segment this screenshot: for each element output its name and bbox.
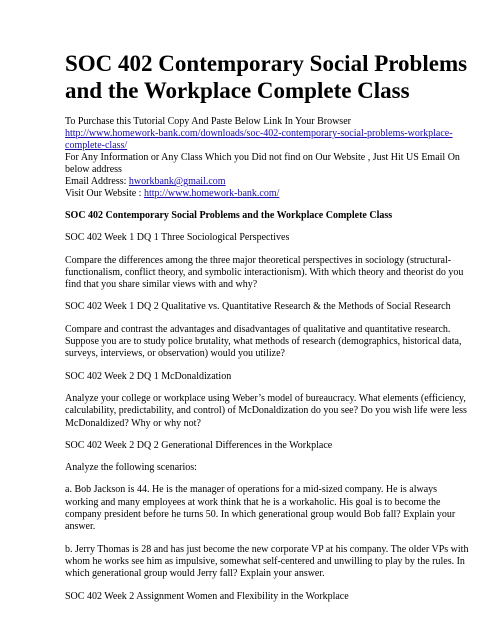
section-paragraph: SOC 402 Week 1 DQ 2 Qualitative vs. Quantitative Research & the Methods of Social Research (65, 301, 451, 313)
purchase-info (65, 116, 465, 200)
website-line (65, 188, 465, 200)
section-paragraph: Compare the differences among the three major theoretical perspectives in sociology (structural-functionalism, conflict theory, and symbolic interactionism). With which theory and theorist do you find that you share similar views with and why? (65, 254, 464, 291)
section-paragraph: b. Jerry Thomas is 28 and has just become the new corporate VP at his company. The older VPs with whom he works see him as impulsive, somewhat self-centered and unwilling to play by the rules. In which generational group would Jerry fall? Explain your answer. (65, 543, 469, 580)
purchase-instruction: To Purchase this Tutorial Copy And Paste Below Link In Your Browser (65, 116, 351, 127)
document-title: SOC 402 Contemporary Social Problems and the Workplace Complete Class (65, 51, 468, 103)
email-line (65, 176, 465, 188)
section-paragraph: Analyze the following scenarios: (65, 462, 197, 474)
section-paragraph: SOC 402 Week 1 DQ 1 Three Sociological Perspectives (65, 232, 290, 244)
email-link[interactable]: hworkbank@gmail.com (128, 176, 226, 187)
section-heading: SOC 402 Contemporary Social Problems and the Workplace Complete Class (65, 210, 393, 221)
section-paragraph: Analyze your college or workplace using Weber’s model of bureaucracy. What elements (efficiency, calculability, predictability, and control) of McDonaldization do you see? Do you wish life were less McDonaldized? Why or why not? (65, 392, 467, 429)
section-paragraph: a. Bob Jackson is 44. He is the manager of operations for a mid-sized company. He is always working and many employees at work think that he is a workaholic. His goal is to become the company president before he turns 50. In which generational group would Bob fall? Explain your answer. (65, 484, 456, 533)
tutorial-link[interactable]: http://www.homework-bank.com/downloads/soc-402-contemporary-social-problems-workplace-complete-class/ (65, 128, 453, 151)
website-link[interactable]: http://www.homework-bank.com/ (143, 188, 280, 199)
section-paragraph: Compare and contrast the advantages and disadvantages of qualitative and quantitative research. Suppose you are to study police brutality, what methods of research (demographics, historical data, surveys, interviews, or observation) would you utilize? (65, 323, 462, 360)
email-label: Email Address: (65, 176, 129, 187)
section-paragraph: SOC 402 Week 2 DQ 1 McDonaldization (65, 370, 232, 382)
website-label: Visit Our Website : (65, 188, 144, 199)
info-text: For Any Information or Any Class Which you Did not find on Our Website , Just Hit US Email On below address (65, 152, 460, 175)
section-paragraph: SOC 402 Week 2 Assignment Women and Flexibility in the Workplace (65, 590, 349, 602)
course-sections (65, 210, 469, 603)
section-paragraph: SOC 402 Week 2 DQ 2 Generational Differences in the Workplace (65, 439, 333, 451)
